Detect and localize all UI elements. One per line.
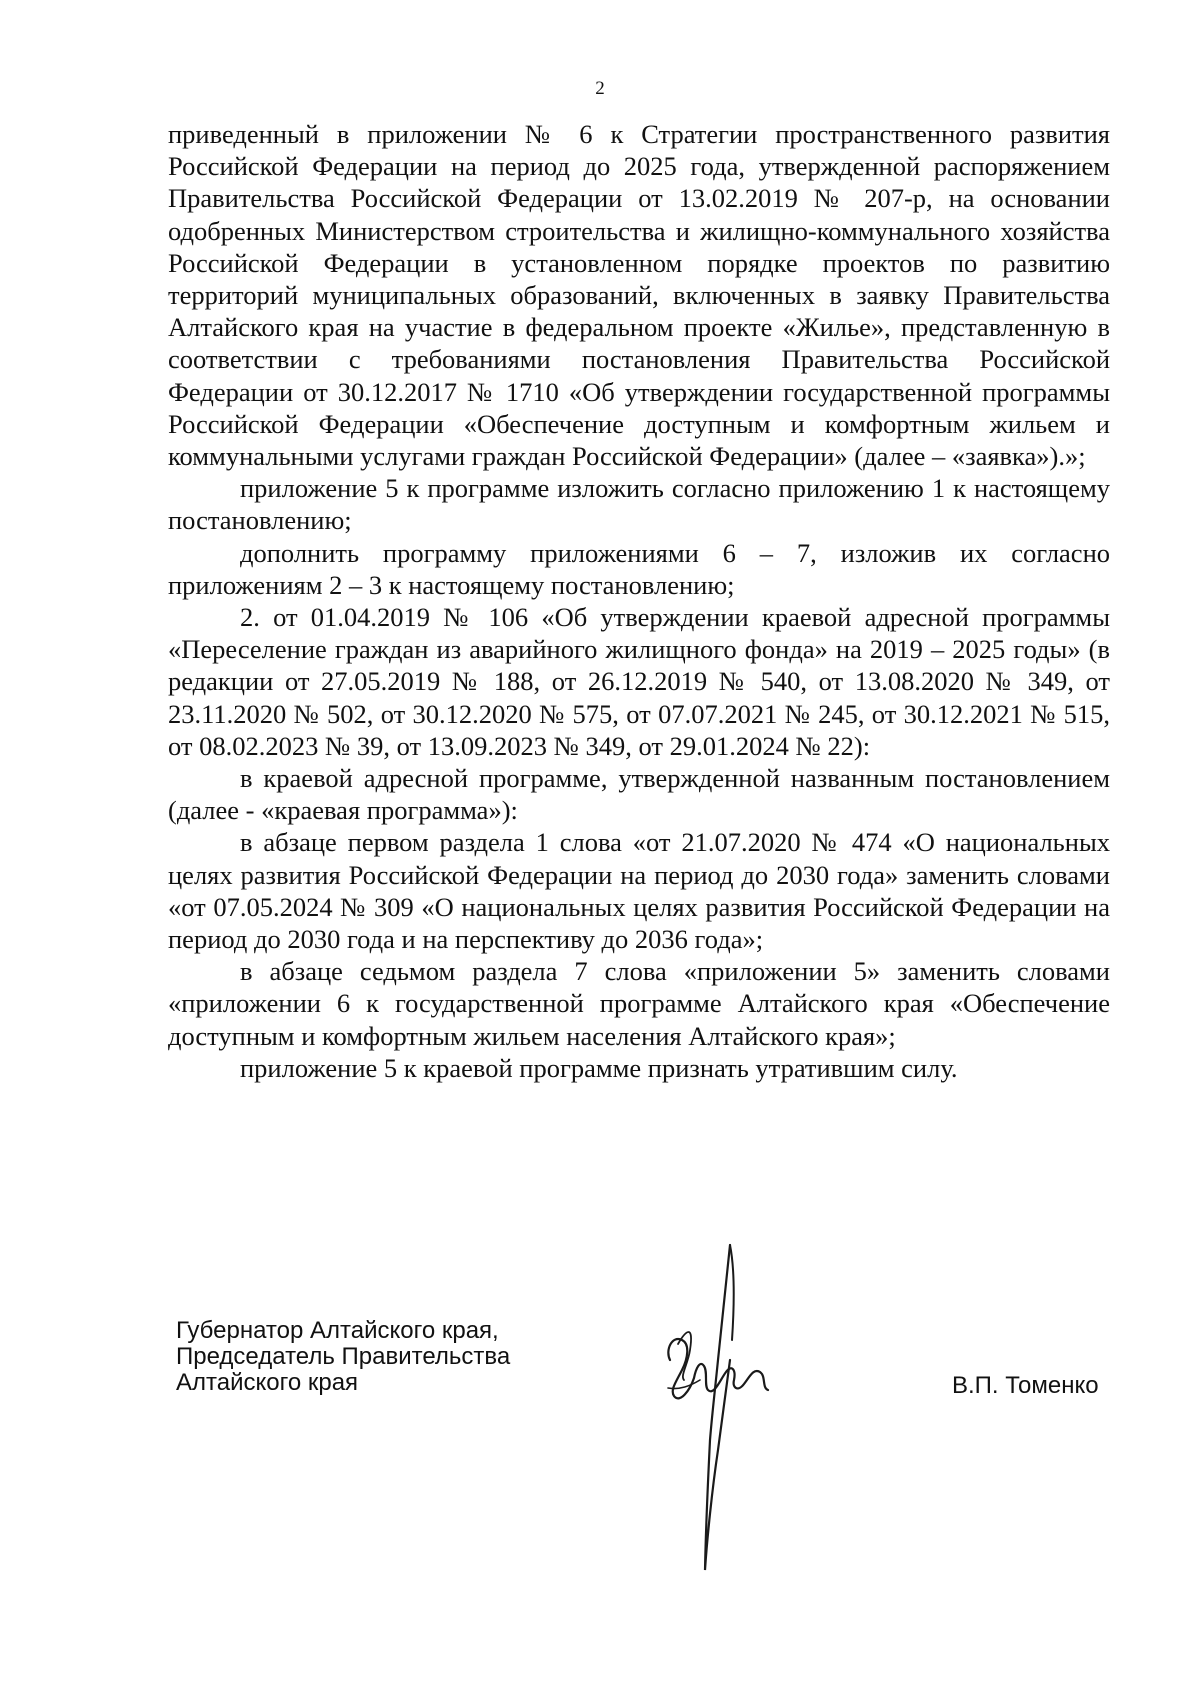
paragraph-7: в абзаце седьмом раздела 7 слова «приложении 5» заменить словами «приложении 6 к государственной программе Алтайского края «Обеспечение доступным и комфортным жильем населения Алтайского края»; — [168, 956, 1110, 1051]
paragraph-3: дополнить программу приложениями 6 – 7, изложив их согласно приложениям 2 – 3 к настоящему постановлению; — [168, 537, 1110, 600]
paragraph-5: в краевой адресной программе, утвержденной названным постановлением (далее - «краевая программа»): — [168, 763, 1110, 826]
signer-position-line-1: Губернатор Алтайского края, — [176, 1317, 499, 1344]
signer-position-line-3: Алтайского края — [176, 1369, 359, 1396]
signer-name: В.П. Томенко — [952, 1372, 1099, 1399]
signer-position-line-2: Председатель Правительства — [176, 1343, 511, 1370]
handwritten-signature — [660, 1240, 820, 1600]
paragraph-2: приложение 5 к программе изложить согласно приложению 1 к настоящему постановлению; — [168, 473, 1110, 536]
paragraph-1: приведенный в приложении № 6 к Стратегии пространственного развития Российской Федерации на период до 2025 года, утвержденной распоряжением Правительства Российской Федерации от 13.02.2019 № 207-р, на основании одобренных Министерством строительства и жилищно-коммунального хозяйства Российской Федерации в установленном порядке проектов по развитию территорий муниципальных образований, включенных в заявку Правительства Алтайского края на участие в федеральном проекте «Жилье», представленную в соответствии с требованиями постановления Правительства Российской Федерации от 30.12.2017 № 1710 «Об утверждении государственной программы Российской Федерации «Обеспечение доступным и комфортным жильем и коммунальными услугами граждан Российской Федерации» (далее – «заявка»).»; — [168, 119, 1110, 472]
paragraph-4: 2. от 01.04.2019 № 106 «Об утверждении краевой адресной программы «Переселение граждан из аварийного жилищного фонда» на 2019 – 2025 годы» (в редакции от 27.05.2019 № 188, от 26.12.2019 № 540, от 13.08.2020 № 349, от 23.11.2020 № 502, от 30.12.2020 № 575, от 07.07.2021 № 245, от 30.12.2021 № 515, от 08.02.2023 № 39, от 13.09.2023 № 349, от 29.01.2024 № 22): — [168, 602, 1110, 761]
paragraph-8: приложение 5 к краевой программе признать утратившим силу. — [240, 1052, 958, 1083]
signer-position — [176, 1318, 510, 1396]
page-number: 2 — [595, 78, 605, 99]
document-body — [168, 118, 1110, 1084]
paragraph-6: в абзаце первом раздела 1 слова «от 21.07.2020 № 474 «О национальных целях развития Российской Федерации на период до 2030 года» заменить словами «от 07.05.2024 № 309 «О национальных целях развития Российской Федерации на период до 2030 года и на перспективу до 2036 года»; — [168, 827, 1110, 955]
